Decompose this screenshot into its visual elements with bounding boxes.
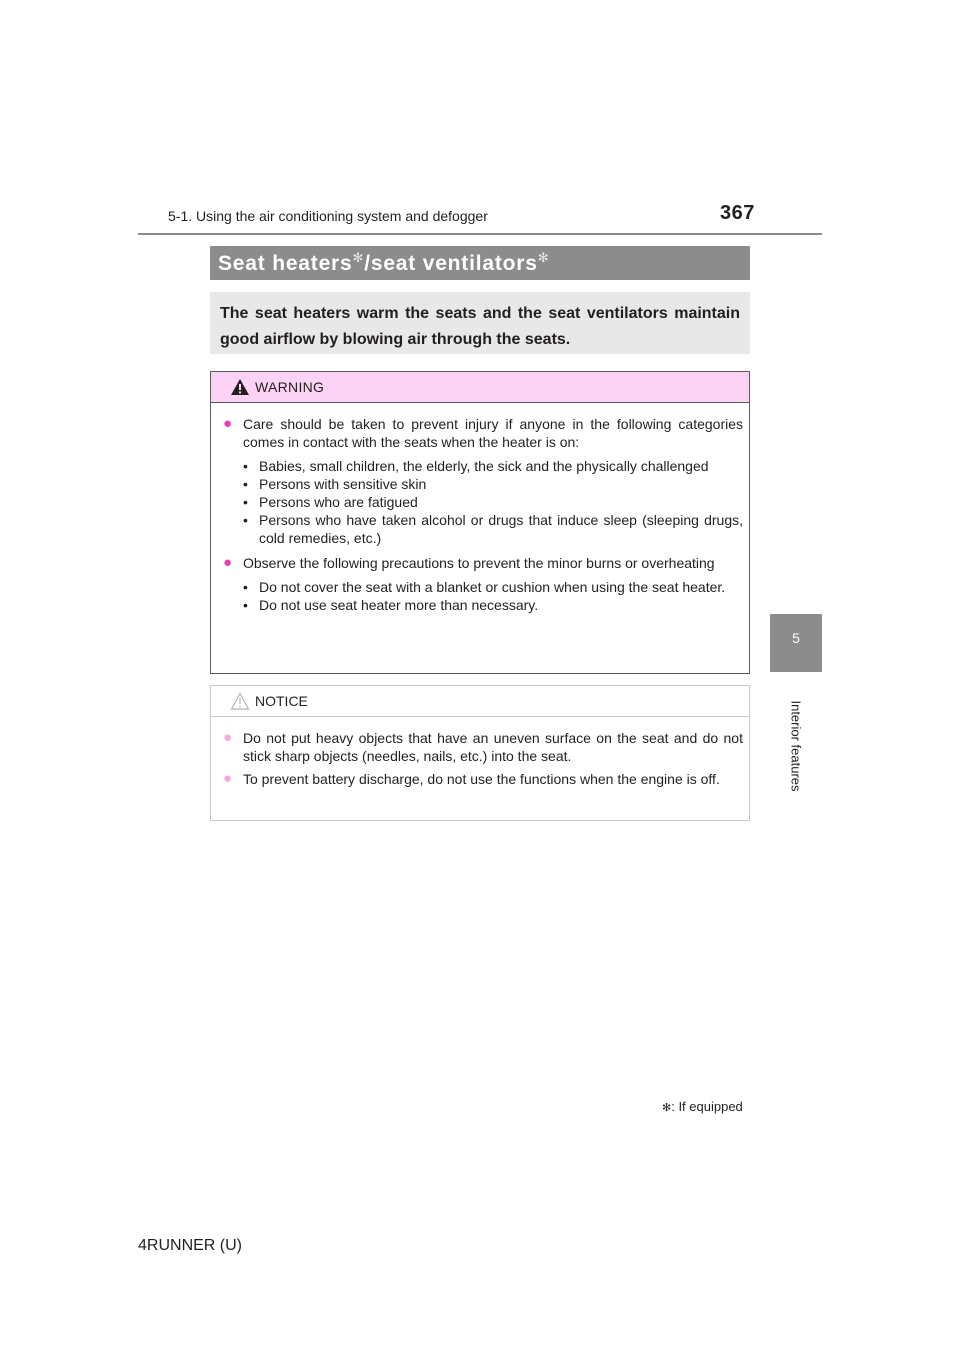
warning-sub-text: Persons who have taken alcohol or drugs that induce sleep (sleeping drugs, cold remedies, etc.) [259,512,743,546]
warning-sub-item: • Do not cover the seat with a blanket or cushion when using the seat heater. [243,579,726,595]
warning-sub-text: Do not use seat heater more than necessary. [259,597,539,613]
warning-sub-text: Persons who are fatigued [259,494,418,510]
bullet-dot-icon: ● [223,554,233,571]
title-part-1: Seat heaters [218,252,353,275]
warning-sub-item: • Persons with sensitive skin [243,476,427,492]
footer-model: 4RUNNER (U) [138,1237,242,1254]
notice-bullet-text: To prevent battery discharge, do not use the functions when the engine is off. [243,771,720,787]
notice-bullet [223,729,743,765]
warning-sub-text: Persons with sensitive skin [259,476,427,492]
warning-sub-text: Babies, small children, the elderly, the sick and the physically challenged [259,458,709,474]
notice-bullet-text: Do not put heavy objects that have an uneven surface on the seat and do not stick sharp objects (needles, nails, etc.) into the seat. [243,730,743,764]
footnote [662,1099,743,1114]
warning-bullet-2-text: Observe the following precautions to prevent the minor burns or overheating [243,555,715,571]
warning-header [211,372,749,403]
caution-triangle-icon [230,692,250,710]
warning-sub-item: • Do not use seat heater more than necessary. [243,597,539,613]
header-rule [138,233,822,235]
bullet-dot-icon: ● [223,415,233,432]
warning-sub-text: Do not cover the seat with a blanket or cushion when using the seat heater. [259,579,726,595]
warning-sub-list-2 [223,578,743,614]
warning-bullet-2 [223,554,743,572]
page-number: 367 [720,202,755,224]
title-star-1: ✻ [352,250,365,265]
warning-sub-item: • Persons who have taken alcohol or drugs that induce sleep (sleeping drugs, cold remedies, etc.) [243,512,743,546]
notice-heading: NOTICE [255,693,308,709]
title-star-2: ✻ [537,250,550,265]
chapter-tab-text: Interior features [788,700,804,792]
footnote-star: ✻ [662,1102,672,1114]
bullet-dot-icon: ● [223,729,233,746]
notice-bullet [223,770,743,788]
warning-sub-item: • Babies, small children, the elderly, the sick and the physically challenged [243,458,709,474]
warning-box [210,371,750,674]
chapter-tab-number: 5 [770,614,822,672]
page-title [210,246,750,280]
warning-sub-list-1 [223,457,743,547]
warning-triangle-icon [230,378,250,396]
title-part-2: /seat ventilators [364,252,538,275]
notice-header [211,686,749,717]
warning-sub-item: • Persons who are fatigued [243,494,418,510]
warning-bullet-1 [223,415,743,451]
section-heading: 5-1. Using the air conditioning system and defogger [168,208,488,224]
notice-box [210,685,750,821]
bullet-dot-icon: ● [223,770,233,787]
intro-box: The seat heaters warm the seats and the seat ventilators maintain good airflow by blowing air through the seats. [210,292,750,354]
footnote-text: : If equipped [671,1099,743,1114]
warning-bullet-1-text: Care should be taken to prevent injury if anyone in the following categories comes in contact with the seats when the heater is on: [243,416,743,450]
warning-heading: WARNING [255,379,325,395]
chapter-tab-label [770,676,822,816]
